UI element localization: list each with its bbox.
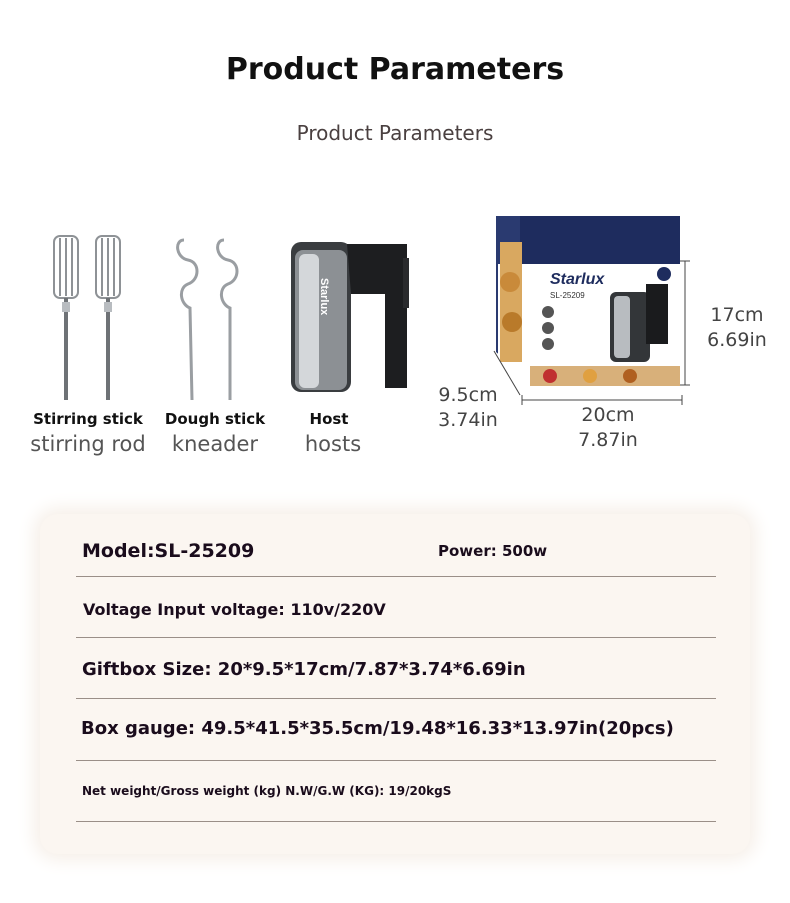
part-sub-dough: kneader [171,432,259,456]
spec-giftbox: Giftbox Size: 20*9.5*17cm/7.87*3.74*6.69in [82,659,526,680]
part-label-dough: Dough stick [164,410,266,428]
svg-text:Starlux: Starlux [318,278,330,316]
beater-icon [44,230,134,409]
box-depth-cm: 9.5cm [438,384,498,406]
part-label-host: Host [309,410,349,428]
spec-power: Power: 500w [438,542,548,560]
box-width-cm: 20cm [581,404,635,426]
box-depth-in: 3.74in [438,409,498,431]
spec-card [40,514,750,854]
spec-row-giftbox [76,637,716,699]
part-sub-stirring: stirring rod [30,432,146,456]
box-width-dimension [572,403,644,453]
spec-row-voltage [76,576,716,638]
box-depth-dimension [432,383,504,433]
page-subtitle: Product Parameters [296,121,494,145]
box-height-cm: 17cm [710,304,764,326]
page-title: Product Parameters [225,52,565,87]
svg-text:Starlux: Starlux [550,271,605,288]
box-width-in: 7.87in [578,429,638,451]
spec-row-weight [76,760,716,822]
spec-box-gauge: Box gauge: 49.5*41.5*35.5cm/19.48*16.33*13.97in(20pcs) [81,718,674,739]
svg-text:SL-25209: SL-25209 [550,291,585,300]
dough-hook-icon [170,228,250,410]
spec-row-model [76,514,716,577]
box-height-in: 6.69in [707,329,767,351]
dimension-lines [480,255,700,405]
spec-model: Model:SL-25209 [82,540,255,562]
part-label-stirring: Stirring stick [33,410,143,428]
box-height-dimension [704,303,770,353]
spec-weight: Net weight/Gross weight (kg) N.W/G.W (KG): 19/20kgS [82,784,452,798]
mixer-body-icon [285,238,415,402]
spec-row-box-gauge [76,698,716,761]
spec-voltage: Voltage Input voltage: 110v/220V [83,600,386,619]
part-sub-host: hosts [304,432,362,456]
